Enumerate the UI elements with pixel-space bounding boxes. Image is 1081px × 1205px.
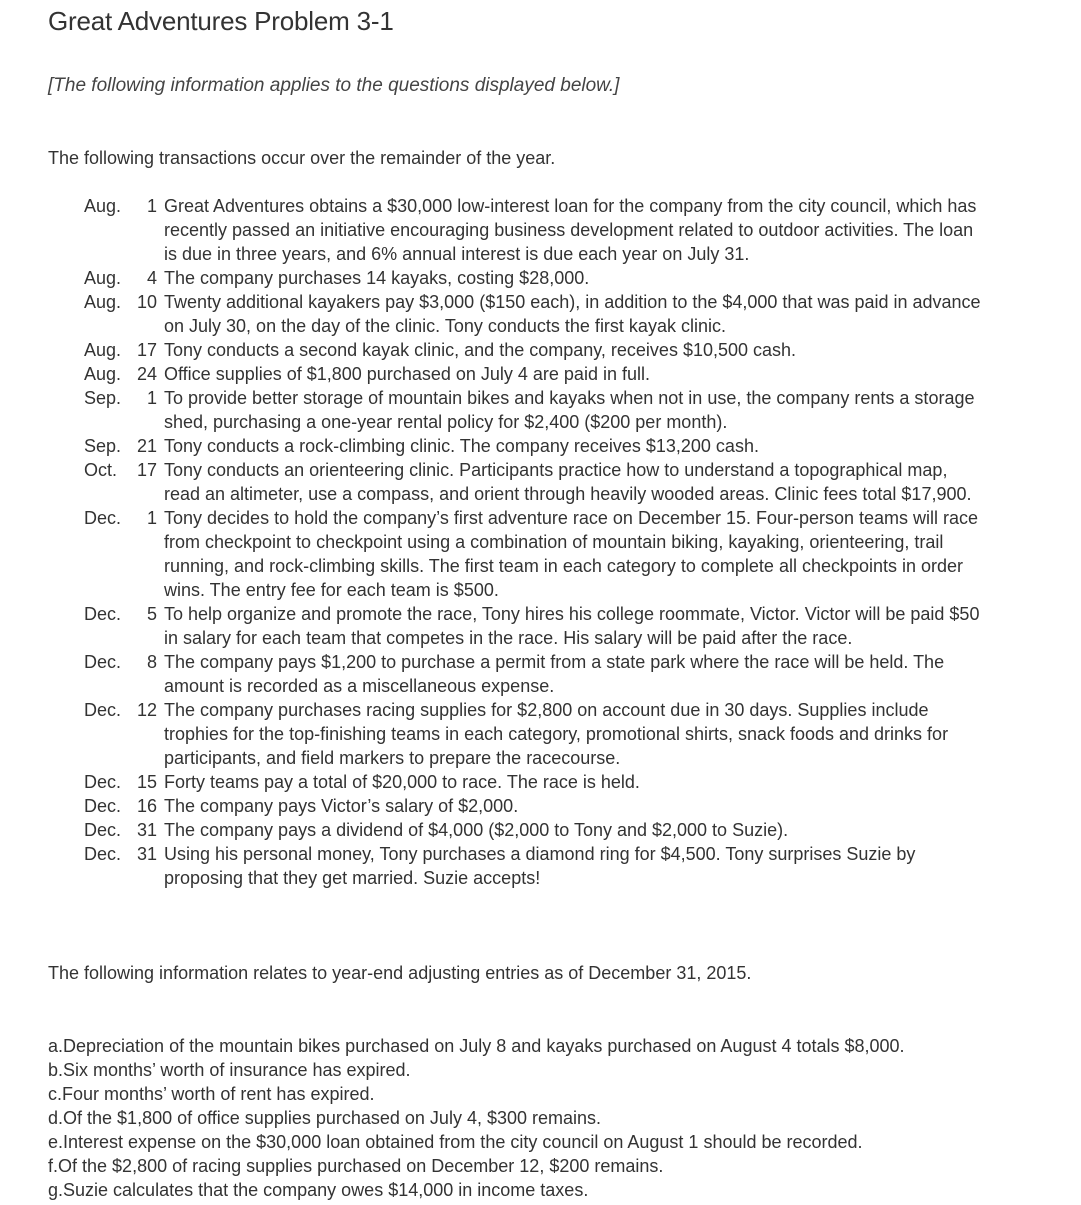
transaction-row — [84, 770, 984, 794]
transaction-date — [84, 698, 164, 770]
transaction-row — [84, 650, 984, 698]
transaction-date — [84, 362, 164, 386]
transaction-day: 17 — [136, 340, 157, 360]
transaction-date — [84, 506, 164, 602]
transaction-text: Tony decides to hold the company’s first adventure race on December 15. Four-person teams will race from checkpoint to checkpoint using a combination of mountain biking, kayaking, orienteering, trail running, and rock-climbing skills. The first team in each category to complete all checkpoints in order wins. The entry fee for each team is $500. — [164, 508, 979, 600]
transaction-row — [84, 194, 984, 266]
transaction-row — [84, 698, 984, 770]
adjustment-item — [48, 1034, 1008, 1058]
transaction-day: 10 — [136, 292, 157, 312]
transaction-text: Forty teams pay a total of $20,000 to race. The race is held. — [164, 772, 640, 792]
transaction-date — [84, 194, 164, 266]
transaction-text: The company purchases racing supplies for $2,800 on account due in 30 days. Supplies include trophies for the top-finishing teams in each category, promotional shirts, snack foods and drinks for participants, and field markers to prepare the racecourse. — [164, 700, 949, 768]
transaction-date — [84, 290, 164, 338]
transaction-text: Tony conducts a rock-climbing clinic. The company receives $13,200 cash. — [164, 436, 759, 456]
adjustment-text: Of the $2,800 of racing supplies purchased on December 12, $200 remains. — [58, 1156, 664, 1176]
transaction-date — [84, 386, 164, 434]
transaction-month: Dec. — [84, 844, 122, 864]
adjustment-text: Four months’ worth of rent has expired. — [62, 1084, 375, 1104]
transaction-row — [84, 842, 984, 890]
adjustment-letter: b. — [48, 1060, 64, 1080]
transaction-text: The company pays $1,200 to purchase a permit from a state park where the race will be held. The amount is recorded as a miscellaneous expense. — [164, 652, 945, 696]
adjustment-text: Interest expense on the $30,000 loan obtained from the city council on August 1 should be recorded. — [63, 1132, 863, 1152]
transaction-day: 24 — [136, 364, 157, 384]
transaction-date — [84, 818, 164, 842]
transaction-date — [84, 602, 164, 650]
transaction-day: 4 — [146, 268, 157, 288]
transaction-day: 17 — [136, 460, 157, 480]
transaction-day: 21 — [136, 436, 157, 456]
transaction-text: To help organize and promote the race, Tony hires his college roommate, Victor. Victor will be paid $50 in salary for each team that competes in the race. His salary will be paid after the race. — [164, 604, 980, 648]
transaction-month: Sep. — [84, 436, 122, 456]
transaction-date — [84, 338, 164, 362]
transaction-month: Aug. — [84, 340, 122, 360]
transaction-month: Dec. — [84, 772, 122, 792]
transaction-day: 31 — [136, 820, 157, 840]
transaction-row — [84, 362, 984, 386]
transaction-month: Dec. — [84, 508, 122, 528]
transaction-text: Tony conducts a second kayak clinic, and the company, receives $10,500 cash. — [164, 340, 797, 360]
transaction-text: Great Adventures obtains a $30,000 low-interest loan for the company from the city council, which has recently passed an initiative encouraging business development related to outdoor activities. The loan is due in three years, and 6% annual interest is due each year on July 31. — [164, 196, 977, 264]
transaction-text: Using his personal money, Tony purchases a diamond ring for $4,500. Tony surprises Suzie by proposing that they get married. Suzie accepts! — [164, 844, 916, 888]
transaction-month: Dec. — [84, 796, 122, 816]
transaction-month: Oct. — [84, 460, 118, 480]
transaction-date — [84, 770, 164, 794]
adjustment-letter: e. — [48, 1132, 64, 1152]
transaction-date — [84, 266, 164, 290]
transaction-day: 5 — [146, 604, 157, 624]
adjustments-list — [48, 1034, 1008, 1202]
transaction-month: Dec. — [84, 604, 122, 624]
transaction-row — [84, 386, 984, 434]
adjustment-text: Of the $1,800 of office supplies purchased on July 4, $300 remains. — [63, 1108, 602, 1128]
transaction-day: 1 — [146, 388, 157, 408]
transaction-row — [84, 602, 984, 650]
transaction-date — [84, 650, 164, 698]
transaction-text: The company purchases 14 kayaks, costing $28,000. — [164, 268, 590, 288]
transaction-row — [84, 338, 984, 362]
transaction-date — [84, 794, 164, 818]
transaction-day: 1 — [146, 196, 157, 216]
transaction-day: 15 — [136, 772, 157, 792]
transaction-month: Aug. — [84, 364, 122, 384]
transaction-text: The company pays Victor’s salary of $2,000. — [164, 796, 519, 816]
transaction-month: Aug. — [84, 196, 122, 216]
transaction-text: The company pays a dividend of $4,000 ($2,000 to Tony and $2,000 to Suzie). — [164, 820, 789, 840]
transaction-date — [84, 434, 164, 458]
adjustment-text: Depreciation of the mountain bikes purchased on July 8 and kayaks purchased on August 4 totals $8,000. — [63, 1036, 905, 1056]
transaction-text: Twenty additional kayakers pay $3,000 ($150 each), in addition to the $4,000 that was paid in advance on July 30, on the day of the clinic. Tony conducts the first kayak clinic. — [164, 292, 981, 336]
adjustment-item — [48, 1082, 1008, 1106]
adjustment-letter: f. — [48, 1156, 59, 1176]
transaction-day: 8 — [146, 652, 157, 672]
transaction-text: Tony conducts an orienteering clinic. Participants practice how to understand a topographical map, read an altimeter, use a compass, and orient through heavily wooded areas. Clinic fees total $17,900. — [164, 460, 972, 504]
transaction-month: Aug. — [84, 292, 122, 312]
adjustment-item — [48, 1178, 1008, 1202]
transaction-month: Aug. — [84, 268, 122, 288]
transaction-text: Office supplies of $1,800 purchased on July 4 are paid in full. — [164, 364, 650, 384]
transactions-lead: The following transactions occur over the remainder of the year. — [48, 148, 556, 168]
transactions-list — [84, 194, 984, 890]
adjustment-letter: c. — [48, 1084, 63, 1104]
page-title: Great Adventures Problem 3-1 — [48, 6, 394, 36]
adjustment-item — [48, 1106, 1008, 1130]
adjustment-letter: a. — [48, 1036, 64, 1056]
transaction-month: Dec. — [84, 652, 122, 672]
transaction-month: Dec. — [84, 820, 122, 840]
transaction-month: Sep. — [84, 388, 122, 408]
transaction-day: 12 — [136, 700, 157, 720]
transaction-row — [84, 266, 984, 290]
adjustment-item — [48, 1154, 1008, 1178]
adjustment-letter: d. — [48, 1108, 64, 1128]
transaction-row — [84, 434, 984, 458]
transaction-text: To provide better storage of mountain bikes and kayaks when not in use, the company rents a storage shed, purchasing a one-year rental policy for $2,400 ($200 per month). — [164, 388, 975, 432]
adjustment-letter: g. — [48, 1180, 64, 1200]
adjustment-item — [48, 1058, 1008, 1082]
transaction-day: 31 — [136, 844, 157, 864]
transaction-day: 1 — [146, 508, 157, 528]
adjustments-lead: The following information relates to year-end adjusting entries as of December 31, 2015. — [48, 963, 752, 983]
transaction-date — [84, 458, 164, 506]
transaction-row — [84, 818, 984, 842]
transaction-date — [84, 842, 164, 890]
transaction-month: Dec. — [84, 700, 122, 720]
adjustment-item — [48, 1130, 1008, 1154]
transaction-row — [84, 794, 984, 818]
transaction-row — [84, 506, 984, 602]
transaction-row — [84, 458, 984, 506]
intro-note: [The following information applies to the questions displayed below.] — [48, 75, 620, 96]
transaction-row — [84, 290, 984, 338]
adjustment-text: Six months’ worth of insurance has expired. — [63, 1060, 411, 1080]
transaction-day: 16 — [136, 796, 157, 816]
adjustment-text: Suzie calculates that the company owes $14,000 in income taxes. — [63, 1180, 589, 1200]
